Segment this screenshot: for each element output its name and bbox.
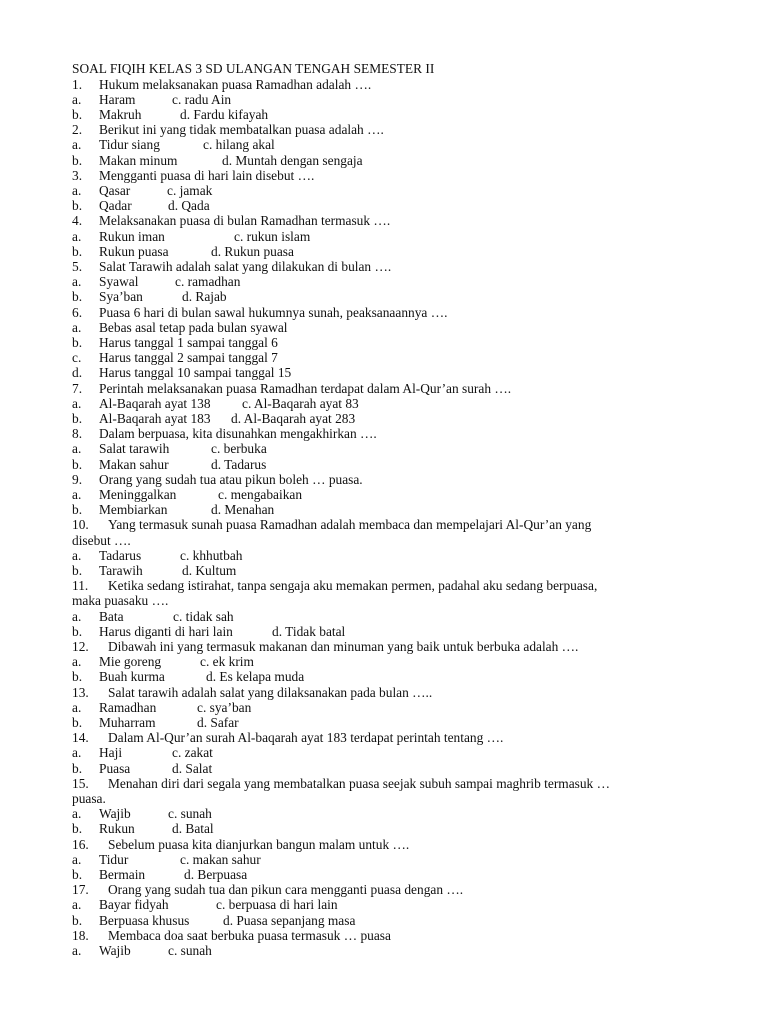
question-line — [0, 837, 768, 852]
question-number: 3. — [72, 167, 83, 183]
option-text-second: c. berpuasa di hari lain — [216, 897, 338, 913]
answer-line — [0, 289, 768, 304]
answer-line — [0, 897, 768, 912]
question-number: 15. — [72, 775, 89, 791]
option-text-second: d. Rukun puasa — [211, 243, 294, 259]
answer-line — [0, 274, 768, 289]
option-text: Harus tanggal 2 sampai tanggal 7 — [99, 350, 278, 366]
option-text-second: c. berbuka — [211, 441, 267, 457]
option-text-second: d. Qada — [168, 198, 210, 214]
option-text-second: d. Safar — [197, 714, 239, 730]
option-text-second: d. Tadarus — [211, 456, 267, 472]
option-marker: b. — [72, 410, 83, 426]
answer-line — [0, 715, 768, 730]
option-marker: a. — [72, 441, 82, 457]
question-text: Sebelum puasa kita dianjurkan bangun malam untuk …. — [108, 836, 410, 852]
answer-line — [0, 411, 768, 426]
option-text-second: d. Tidak batal — [272, 623, 346, 639]
document-title: SOAL FIQIH KELAS 3 SD ULANGAN TENGAH SEMESTER II — [72, 61, 435, 76]
option-text: Makruh — [99, 106, 142, 122]
option-text-second: d. Puasa sepanjang masa — [223, 912, 356, 928]
option-text-second: d. Kultum — [182, 562, 237, 578]
answer-line — [0, 700, 768, 715]
option-text-second: c. ek krim — [200, 654, 254, 670]
answer-line — [0, 502, 768, 517]
option-text: Tarawih — [99, 562, 143, 578]
option-text: Berpuasa khusus — [99, 912, 190, 928]
option-text-second: d. Salat — [172, 760, 213, 776]
answer-line — [0, 654, 768, 669]
answer-line — [0, 229, 768, 244]
question-text: Perintah melaksanakan puasa Ramadhan terdapat dalam Al-Qur’an surah …. — [99, 380, 512, 396]
option-text-second: d. Al-Baqarah ayat 283 — [231, 410, 356, 426]
option-text: Tidur — [99, 851, 129, 867]
answer-line — [0, 548, 768, 563]
option-marker: b. — [72, 334, 83, 350]
option-text-second: d. Menahan — [211, 502, 275, 518]
question-line — [0, 730, 768, 745]
answer-line — [0, 745, 768, 760]
option-marker: b. — [72, 502, 83, 518]
option-marker: b. — [72, 243, 83, 259]
option-marker: d. — [72, 365, 83, 381]
question-text: Salat Tarawih adalah salat yang dilakukan di bulan …. — [99, 258, 392, 274]
option-text: Rukun puasa — [99, 243, 169, 259]
question-number: 7. — [72, 380, 83, 396]
option-marker: a. — [72, 486, 82, 502]
option-text: Buah kurma — [99, 669, 165, 685]
question-line — [0, 259, 768, 274]
answer-line — [0, 92, 768, 107]
option-marker: b. — [72, 289, 83, 305]
question-text: maka puasaku …. — [72, 593, 169, 609]
question-text: Dibawah ini yang termasuk makanan dan minuman yang baik untuk berbuka adalah …. — [108, 638, 579, 654]
question-line — [0, 472, 768, 487]
option-text-second: d. Es kelapa muda — [206, 669, 305, 685]
option-text: Harus diganti di hari lain — [99, 623, 233, 639]
option-marker: b. — [72, 669, 83, 685]
option-marker: a. — [72, 745, 82, 761]
option-text: Syawal — [99, 274, 139, 290]
option-marker: a. — [72, 182, 82, 198]
option-marker: b. — [72, 456, 83, 472]
question-text: Berikut ini yang tidak membatalkan puasa adalah …. — [99, 122, 384, 138]
question-text: Dalam Al-Qur’an surah Al-baqarah ayat 183 terdapat perintah tentang …. — [108, 730, 504, 746]
option-text: Meninggalkan — [99, 486, 177, 502]
option-marker: a. — [72, 547, 82, 563]
question-line — [0, 381, 768, 396]
option-text: Muharram — [99, 714, 156, 730]
question-number: 4. — [72, 213, 83, 229]
option-text: Wajib — [99, 806, 131, 822]
option-text: Rukun iman — [99, 228, 165, 244]
option-text: Salat tarawih — [99, 441, 170, 457]
question-line — [0, 168, 768, 183]
option-text: Al-Baqarah ayat 138 — [99, 395, 211, 411]
option-text: Rukun — [99, 821, 135, 837]
option-marker: b. — [72, 198, 83, 214]
option-text-second: c. hilang akal — [203, 137, 275, 153]
question-text: Salat tarawih adalah salat yang dilaksanakan pada bulan ….. — [108, 684, 433, 700]
option-text-second: c. khhutbah — [180, 547, 243, 563]
option-text: Puasa — [99, 760, 131, 776]
option-marker: b. — [72, 562, 83, 578]
option-marker: b. — [72, 714, 83, 730]
question-line — [0, 213, 768, 228]
option-marker: b. — [72, 866, 83, 882]
option-text: Tadarus — [99, 547, 142, 563]
option-text-second: d. Muntah dengan sengaja — [222, 152, 363, 168]
question-text: Hukum melaksanakan puasa Ramadhan adalah …. — [99, 76, 372, 92]
option-text-second: c. tidak sah — [173, 608, 234, 624]
question-text: Mengganti puasa di hari lain disebut …. — [99, 167, 315, 183]
answer-line — [0, 335, 768, 350]
option-text: Ramadhan — [99, 699, 157, 715]
answer-line — [0, 441, 768, 456]
question-text: Orang yang sudah tua dan pikun cara mengganti puasa dengan …. — [108, 882, 464, 898]
question-number: 5. — [72, 258, 83, 274]
answer-line — [0, 821, 768, 836]
option-text: Bermain — [99, 866, 146, 882]
option-text: Bayar fidyah — [99, 897, 169, 913]
question-continuation — [0, 791, 768, 806]
question-number: 13. — [72, 684, 89, 700]
answer-line — [0, 320, 768, 335]
option-text-second: d. Batal — [172, 821, 214, 837]
answer-line — [0, 913, 768, 928]
question-text: Orang yang sudah tua atau pikun boleh … puasa. — [99, 471, 363, 487]
question-text: Yang termasuk sunah puasa Ramadhan adalah membaca dan mempelajari Al-Qur’an yang — [108, 517, 592, 533]
answer-line — [0, 183, 768, 198]
option-text-second: c. mengabaikan — [218, 486, 303, 502]
answer-line — [0, 198, 768, 213]
question-number: 10. — [72, 517, 89, 533]
question-number: 16. — [72, 836, 89, 852]
question-line — [0, 77, 768, 92]
option-text-second: c. Al-Baqarah ayat 83 — [242, 395, 359, 411]
option-marker: b. — [72, 106, 83, 122]
option-marker: a. — [72, 699, 82, 715]
answer-line — [0, 563, 768, 578]
question-text: Membaca doa saat berbuka puasa termasuk … puasa — [108, 927, 391, 943]
option-text: Sya’ban — [99, 289, 143, 305]
question-line — [0, 517, 768, 532]
question-line — [0, 928, 768, 943]
answer-line — [0, 806, 768, 821]
option-text-second: c. sya’ban — [197, 699, 252, 715]
option-text: Tidur siang — [99, 137, 160, 153]
question-text: Puasa 6 hari di bulan sawal hukumnya sunah, peaksanaannya …. — [99, 304, 448, 320]
option-marker: a. — [72, 654, 82, 670]
option-marker: b. — [72, 821, 83, 837]
option-text-second: d. Berpuasa — [184, 866, 248, 882]
option-text: Membiarkan — [99, 502, 168, 518]
question-text: Menahan diri dari segala yang membatalkan puasa seejak subuh sampai maghrib termasuk … — [108, 775, 610, 791]
question-line — [0, 685, 768, 700]
question-line — [0, 578, 768, 593]
option-text: Harus tanggal 10 sampai tanggal 15 — [99, 365, 292, 381]
option-text-second: c. jamak — [167, 182, 213, 198]
option-marker: a. — [72, 228, 82, 244]
option-marker: b. — [72, 152, 83, 168]
question-number: 2. — [72, 122, 83, 138]
answer-line — [0, 457, 768, 472]
option-text-second: d. Rajab — [182, 289, 227, 305]
option-text: Harus tanggal 1 sampai tanggal 6 — [99, 334, 278, 350]
option-text: Wajib — [99, 942, 131, 958]
option-marker: a. — [72, 942, 82, 958]
option-text: Bebas asal tetap pada bulan syawal — [99, 319, 288, 335]
option-marker: a. — [72, 897, 82, 913]
question-number: 12. — [72, 638, 89, 654]
question-number: 18. — [72, 927, 89, 943]
option-marker: a. — [72, 608, 82, 624]
question-line — [0, 305, 768, 320]
option-text: Al-Baqarah ayat 183 — [99, 410, 211, 426]
question-line — [0, 776, 768, 791]
question-number: 11. — [72, 578, 89, 594]
answer-line — [0, 350, 768, 365]
option-marker: a. — [72, 137, 82, 153]
option-text-second: c. radu Ain — [172, 91, 232, 107]
option-text: Mie goreng — [99, 654, 162, 670]
option-text-second: d. Fardu kifayah — [180, 106, 269, 122]
question-number: 6. — [72, 304, 83, 320]
question-line — [0, 426, 768, 441]
question-number: 17. — [72, 882, 89, 898]
option-marker: a. — [72, 91, 82, 107]
answer-line — [0, 487, 768, 502]
option-text: Qasar — [99, 182, 131, 198]
option-text-second: c. zakat — [172, 745, 213, 761]
option-marker: b. — [72, 760, 83, 776]
option-marker: a. — [72, 806, 82, 822]
option-text: Bata — [99, 608, 124, 624]
answer-line — [0, 153, 768, 168]
answer-line — [0, 867, 768, 882]
option-text: Haram — [99, 91, 136, 107]
option-marker: c. — [72, 350, 82, 366]
answer-line — [0, 137, 768, 152]
question-number: 8. — [72, 426, 83, 442]
answer-line — [0, 609, 768, 624]
question-text: disebut …. — [72, 532, 131, 548]
question-number: 1. — [72, 76, 83, 92]
option-text-second: c. ramadhan — [175, 274, 241, 290]
option-marker: a. — [72, 274, 82, 290]
question-continuation — [0, 593, 768, 608]
option-marker: a. — [72, 395, 82, 411]
option-marker: a. — [72, 319, 82, 335]
question-number: 9. — [72, 471, 83, 487]
option-text-second: c. makan sahur — [180, 851, 261, 867]
option-text-second: c. sunah — [168, 806, 212, 822]
answer-line — [0, 669, 768, 684]
answer-line — [0, 396, 768, 411]
option-text: Makan minum — [99, 152, 178, 168]
answer-line — [0, 107, 768, 122]
option-marker: b. — [72, 912, 83, 928]
answer-line — [0, 244, 768, 259]
answer-line — [0, 365, 768, 380]
question-text: Dalam berpuasa, kita disunahkan mengakhirkan …. — [99, 426, 377, 442]
option-marker: a. — [72, 851, 82, 867]
question-text: Ketika sedang istirahat, tanpa sengaja aku memakan permen, padahal aku sedang berpuasa, — [108, 578, 598, 594]
answer-line — [0, 943, 768, 958]
question-text: Melaksanakan puasa di bulan Ramadhan termasuk …. — [99, 213, 391, 229]
question-continuation — [0, 533, 768, 548]
question-number: 14. — [72, 730, 89, 746]
option-text: Qadar — [99, 198, 132, 214]
option-text-second: c. sunah — [168, 942, 212, 958]
option-text: Haji — [99, 745, 123, 761]
question-line — [0, 639, 768, 654]
question-text: puasa. — [72, 790, 106, 806]
option-marker: b. — [72, 623, 83, 639]
answer-line — [0, 761, 768, 776]
answer-line — [0, 852, 768, 867]
option-text-second: c. rukun islam — [234, 228, 311, 244]
question-line — [0, 122, 768, 137]
question-line — [0, 882, 768, 897]
answer-line — [0, 624, 768, 639]
option-text: Makan sahur — [99, 456, 169, 472]
